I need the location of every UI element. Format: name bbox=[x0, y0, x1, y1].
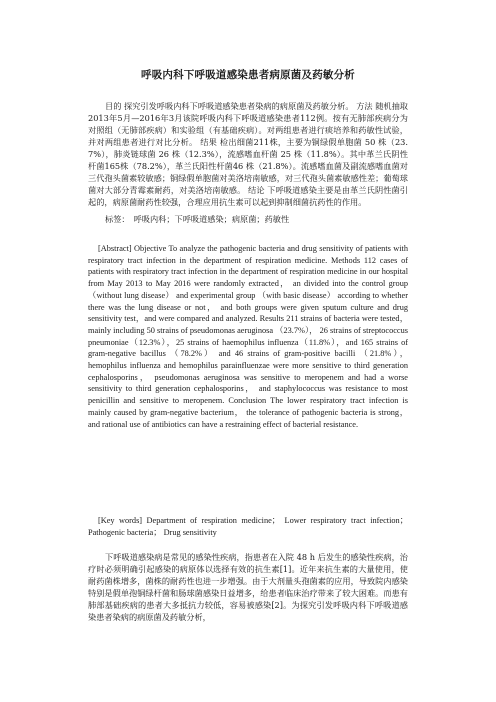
keywords-text: 呼吸内科；下呼吸道感染；病原菌；药敏性 bbox=[133, 214, 290, 224]
introduction-paragraph: 下呼吸道感染病是常见的感染性疾病，指患者在入院 48 h 后发生的感染性疾病，治疗时必须明确引起感染的病原体以选择有效的抗生素[1]。近年来抗生素的大量使用，使耐药菌株增多，菌株的耐药性也进一步增强。由于大剂量头孢菌素的应用，导致院内感染特别是假单孢铜绿杆菌和肠球菌感染日益增多，给患者临床治疗带来了较大困难。而患有肺部基础疾病的患者大多抵抗力较低，容易被感染[2]。为探究引发呼吸内科下呼吸道感染患者染病的病原菌及药敏分析， bbox=[88, 552, 408, 622]
english-abstract: [Abstract] Objective To analyze the pathogenic bacteria and drug sensitivity of patients with respiratory tract infection in the department of respiration medicine. Methods 112 cases of patients with respiratory tract infection in the department of respiration medicine in our hospital from May 2013 to May 2016 were randomly extracted， an divided into the control group （without lung disease） and experimental group （with basic disease） according to whether there was the lung disease or not， and both groups were given sputum culture and drug sensitivity test，and were compared and analyzed. Results 211 strains of bacteria were tested，mainly including 50 strains of pseudomonas aeruginosa （23.7%）， 26 strains of streptococcus pneumoniae（12.3%），25 strains of haemophilus influenza（11.8%），and 165 strains of gram-negative bacillus （78.2%） and 46 strains of gram-positive bacilli （21.8%）， hemophilus influenza and hemophilus parainfluenzae were more sensitive to third generation cephalosporins， pseudomonas aeruginosa was sensitive to meropenem and had a worse sensitivity to third generation cephalosporins， and staphylococcus was resistance to most penicillin and sensitive to meropenem. Conclusion The lower respiratory tract infection is mainly caused by gram-negative bacterium， the tolerance of pathogenic bacteria is strong， and rational use of antibiotics can have a restraining effect of bacterial resistance. bbox=[88, 244, 408, 429]
paper-title: 呼吸内科下呼吸道感染患者病原菌及药敏分析 bbox=[141, 69, 355, 81]
chinese-abstract: 目的 探究引发呼吸内科下呼吸道感染患者染病的病原菌及药敏分析。 方法 随机抽取2013年5月—2016年3月该院呼吸内科下呼吸道感染患者112例。按有无肺部疾病分为对照组（无肺部疾病）和实验组（有基础疾病）。对两组患者进行痰培养和药敏性试验，并对两组患者进行对比分析。 结果 检出细菌211株，主要为铜绿假单胞菌 50 株（23.7%），肺炎链球菌 26 株（12.3%），流感嗜血杆菌 25 株（11.8%）。其中革兰氏阴性杆菌165株（78.2%），革兰氏阳性杆菌46 株（21.8%）。流感嗜血菌及副流感嗜血菌对三代孢头菌素较敏感；铜绿假单胞菌对美洛培南敏感，对三代孢头菌素敏感性差；葡萄球菌对大部分青霉素耐药，对美洛培南敏感。 结论 下呼吸道感染主要是由革兰氏阴性菌引起的，病原菌耐药性较强，合理应用抗生素可以起到抑制细菌抗药性的作用。 bbox=[88, 101, 408, 207]
keywords-label: 标签： bbox=[105, 214, 130, 224]
chinese-keywords bbox=[88, 213, 408, 225]
english-keywords: [Key words] Department of respiration medicine； Lower respiratory tract infection； Pathogenic bacteria； Drug sensitivity bbox=[88, 516, 408, 537]
